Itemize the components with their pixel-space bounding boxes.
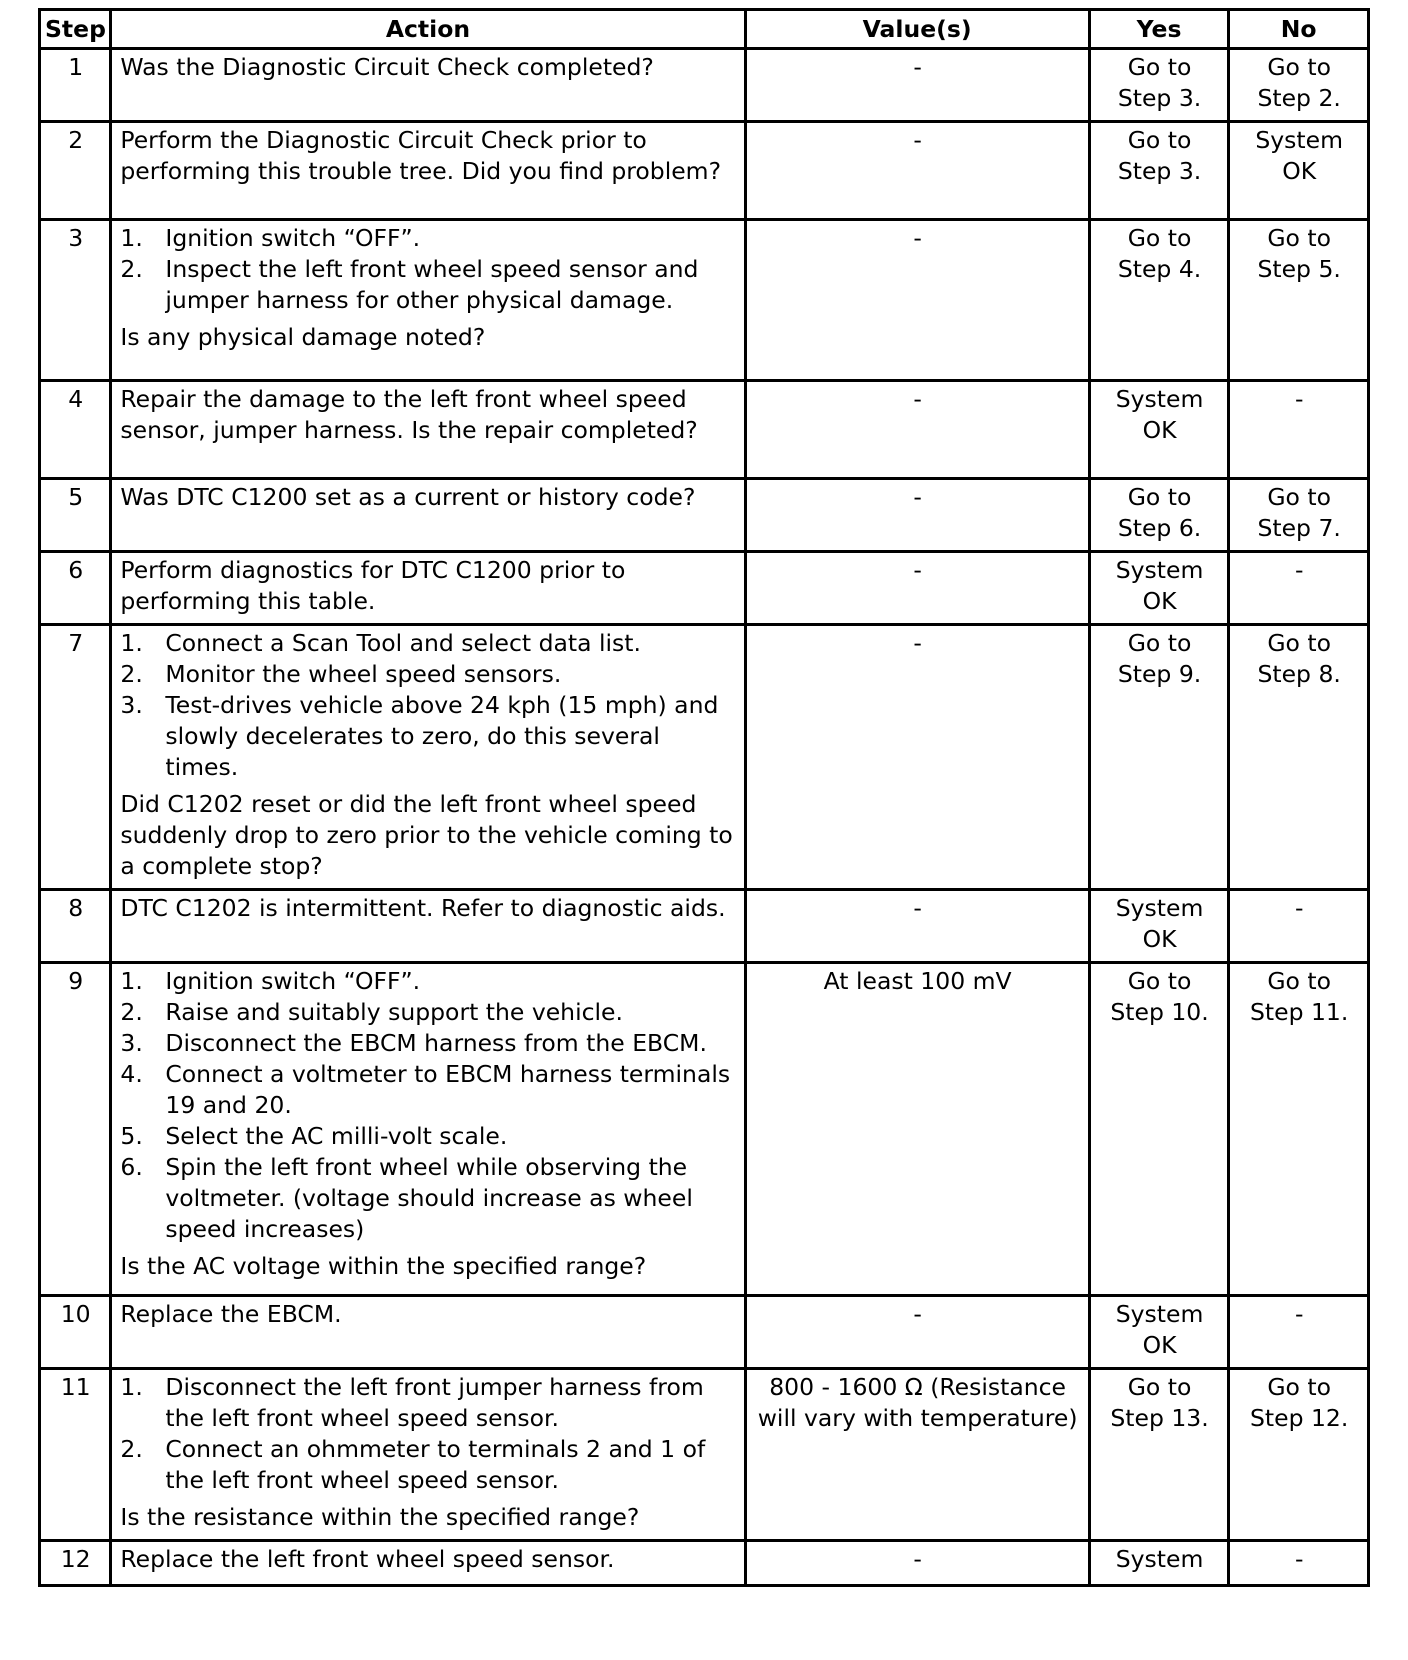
action-step-number: 6. <box>120 1153 143 1181</box>
table-row <box>40 49 1369 122</box>
value-cell: - <box>745 122 1089 220</box>
action-step-text: Select the AC milli-volt scale. <box>165 1122 508 1150</box>
table-row <box>40 890 1369 963</box>
action-steps-list <box>120 1372 736 1496</box>
value-cell: - <box>745 49 1089 122</box>
no-cell: - <box>1229 1541 1369 1586</box>
step-number: 5 <box>40 479 111 552</box>
action-steps-list <box>120 628 736 783</box>
table-row <box>40 625 1369 890</box>
step-number: 12 <box>40 1541 111 1586</box>
table-row <box>40 1541 1369 1586</box>
step-number: 8 <box>40 890 111 963</box>
step-number: 6 <box>40 552 111 625</box>
action-question: Replace the left front wheel speed sensor. <box>120 1545 615 1573</box>
step-number: 1 <box>40 49 111 122</box>
action-question: Is the AC voltage within the specified range? <box>120 1252 647 1280</box>
step-number: 11 <box>40 1369 111 1541</box>
action-cell <box>111 1541 745 1586</box>
action-step-number: 5. <box>120 1122 143 1150</box>
action-question: Is the resistance within the specified range? <box>120 1503 640 1531</box>
action-step-number: 1. <box>120 1373 143 1401</box>
value-cell: - <box>745 552 1089 625</box>
value-cell: - <box>745 1541 1089 1586</box>
action-question: Repair the damage to the left front wheel speed sensor, jumper harness. Is the repair completed? <box>120 385 698 444</box>
action-step-text: Spin the left front wheel while observing the voltmeter. (voltage should increase as wheel speed increases) <box>165 1153 693 1243</box>
action-step-text: Connect an ohmmeter to terminals 2 and 1 of the left front wheel speed sensor. <box>165 1435 706 1494</box>
action-step-item <box>120 966 736 997</box>
action-step-number: 4. <box>120 1060 143 1088</box>
action-step-number: 3. <box>120 1029 143 1057</box>
no-cell: System OK <box>1229 122 1369 220</box>
action-step-number: 2. <box>120 1435 143 1463</box>
header-row <box>40 10 1369 49</box>
yes-cell: System <box>1089 1541 1229 1586</box>
action-steps-list <box>120 223 736 316</box>
yes-cell: Go to Step 6. <box>1089 479 1229 552</box>
action-cell <box>111 1369 745 1541</box>
action-cell <box>111 220 745 381</box>
yes-cell: System OK <box>1089 1296 1229 1369</box>
action-question: Replace the EBCM. <box>120 1300 342 1328</box>
action-step-number: 3. <box>120 691 143 719</box>
header-yes: Yes <box>1089 10 1229 49</box>
action-step-item <box>120 1059 736 1121</box>
action-cell <box>111 963 745 1296</box>
yes-cell: Go to Step 3. <box>1089 49 1229 122</box>
step-number: 9 <box>40 963 111 1296</box>
action-cell <box>111 381 745 479</box>
action-question: Perform the Diagnostic Circuit Check prior to performing this trouble tree. Did you find problem? <box>120 126 722 185</box>
yes-cell: Go to Step 10. <box>1089 963 1229 1296</box>
yes-cell: Go to Step 4. <box>1089 220 1229 381</box>
table-row <box>40 963 1369 1296</box>
action-cell <box>111 49 745 122</box>
no-cell: Go to Step 7. <box>1229 479 1369 552</box>
no-cell: Go to Step 2. <box>1229 49 1369 122</box>
action-step-number: 2. <box>120 998 143 1026</box>
action-step-item <box>120 690 736 783</box>
action-step-item <box>120 659 736 690</box>
value-cell: - <box>745 220 1089 381</box>
action-step-text: Connect a Scan Tool and select data list. <box>165 629 641 657</box>
action-step-number: 1. <box>120 629 143 657</box>
action-question: DTC C1202 is intermittent. Refer to diagnostic aids. <box>120 894 726 922</box>
action-cell <box>111 890 745 963</box>
table-body <box>40 49 1369 1586</box>
step-number: 3 <box>40 220 111 381</box>
yes-cell: Go to Step 9. <box>1089 625 1229 890</box>
no-cell: - <box>1229 552 1369 625</box>
action-step-number: 1. <box>120 224 143 252</box>
table-row <box>40 122 1369 220</box>
yes-cell: Go to Step 13. <box>1089 1369 1229 1541</box>
action-steps-list <box>120 966 736 1245</box>
header-action: Action <box>111 10 745 49</box>
value-cell: - <box>745 1296 1089 1369</box>
action-step-item <box>120 1121 736 1152</box>
action-cell <box>111 1296 745 1369</box>
action-step-number: 1. <box>120 967 143 995</box>
diagnostic-table <box>38 8 1370 1587</box>
action-step-text: Connect a voltmeter to EBCM harness terminals 19 and 20. <box>165 1060 731 1119</box>
no-cell: Go to Step 12. <box>1229 1369 1369 1541</box>
action-step-text: Raise and suitably support the vehicle. <box>165 998 623 1026</box>
action-step-item <box>120 223 736 254</box>
value-cell: - <box>745 479 1089 552</box>
action-question: Is any physical damage noted? <box>120 323 486 351</box>
action-step-text: Test-drives vehicle above 24 kph (15 mph) and slowly decelerates to zero, do this several times. <box>165 691 719 781</box>
no-cell: Go to Step 5. <box>1229 220 1369 381</box>
step-number: 7 <box>40 625 111 890</box>
action-question: Perform diagnostics for DTC C1200 prior to performing this table. <box>120 556 626 615</box>
action-step-number: 2. <box>120 660 143 688</box>
table-row <box>40 381 1369 479</box>
action-step-item <box>120 1152 736 1245</box>
header-no: No <box>1229 10 1369 49</box>
value-cell: - <box>745 625 1089 890</box>
action-question: Was the Diagnostic Circuit Check completed? <box>120 53 654 81</box>
action-cell <box>111 479 745 552</box>
action-cell <box>111 122 745 220</box>
yes-cell: System OK <box>1089 552 1229 625</box>
action-question: Was DTC C1200 set as a current or history code? <box>120 483 696 511</box>
action-question: Did C1202 reset or did the left front wheel speed suddenly drop to zero prior to the vehicle coming to a complete stop? <box>120 790 733 880</box>
action-step-text: Ignition switch “OFF”. <box>165 967 421 995</box>
action-step-item <box>120 1372 736 1434</box>
action-step-item <box>120 628 736 659</box>
header-values: Value(s) <box>745 10 1089 49</box>
action-step-text: Inspect the left front wheel speed sensor and jumper harness for other physical damage. <box>165 255 699 314</box>
action-cell <box>111 625 745 890</box>
no-cell: Go to Step 11. <box>1229 963 1369 1296</box>
action-step-item <box>120 1028 736 1059</box>
action-step-item <box>120 254 736 316</box>
action-step-text: Monitor the wheel speed sensors. <box>165 660 562 688</box>
value-cell: At least 100 mV <box>745 963 1089 1296</box>
action-cell <box>111 552 745 625</box>
table-row <box>40 552 1369 625</box>
value-cell: - <box>745 890 1089 963</box>
step-number: 4 <box>40 381 111 479</box>
no-cell: - <box>1229 381 1369 479</box>
action-step-item <box>120 1434 736 1496</box>
action-step-text: Disconnect the EBCM harness from the EBCM. <box>165 1029 707 1057</box>
table-row <box>40 220 1369 381</box>
table-row <box>40 479 1369 552</box>
yes-cell: Go to Step 3. <box>1089 122 1229 220</box>
table-row <box>40 1369 1369 1541</box>
value-cell: - <box>745 381 1089 479</box>
step-number: 10 <box>40 1296 111 1369</box>
action-step-text: Ignition switch “OFF”. <box>165 224 421 252</box>
no-cell: Go to Step 8. <box>1229 625 1369 890</box>
yes-cell: System OK <box>1089 381 1229 479</box>
step-number: 2 <box>40 122 111 220</box>
yes-cell: System OK <box>1089 890 1229 963</box>
header-step: Step <box>40 10 111 49</box>
value-cell: 800 - 1600 Ω (Resistance will vary with temperature) <box>745 1369 1089 1541</box>
no-cell: - <box>1229 1296 1369 1369</box>
action-step-text: Disconnect the left front jumper harness from the left front wheel speed sensor. <box>165 1373 704 1432</box>
table-row <box>40 1296 1369 1369</box>
action-step-item <box>120 997 736 1028</box>
no-cell: - <box>1229 890 1369 963</box>
action-step-number: 2. <box>120 255 143 283</box>
